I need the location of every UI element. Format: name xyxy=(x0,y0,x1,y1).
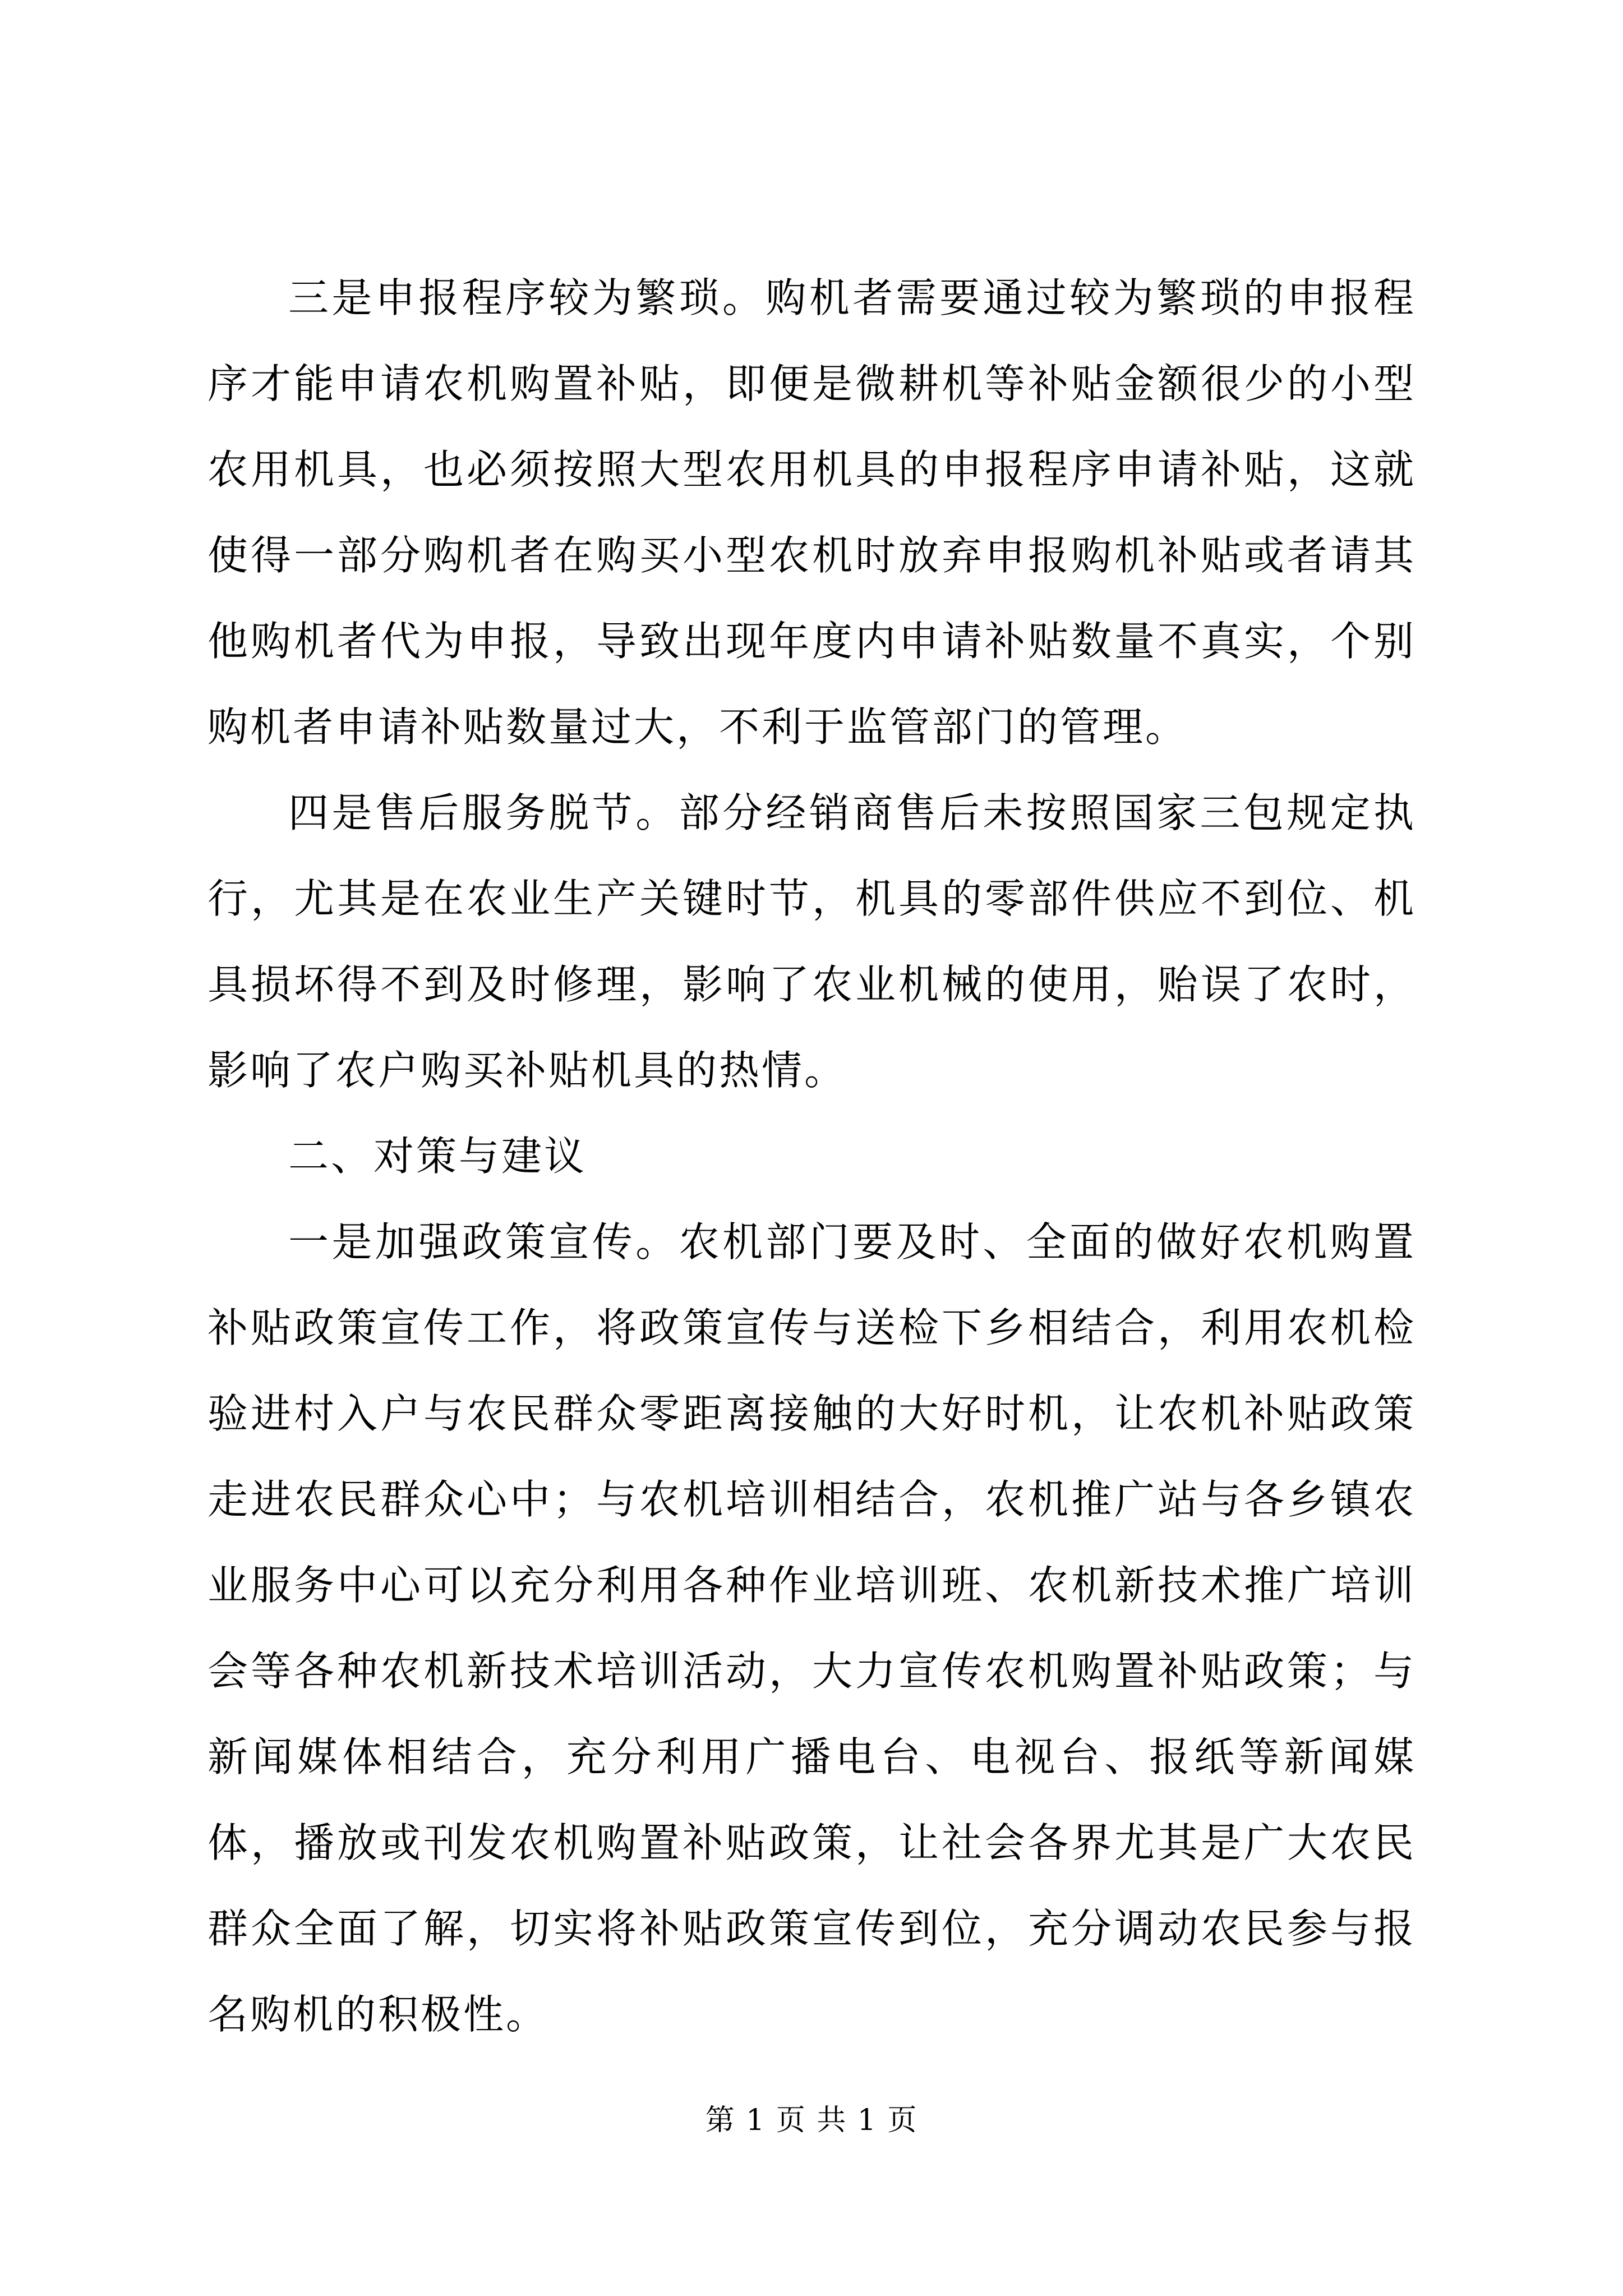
section-heading-countermeasures: 二、对策与建议 xyxy=(288,1133,587,1180)
page-footer: 第 1 页 共 1 页 xyxy=(705,2104,918,2137)
paragraph-reporting-procedure: 三是申报程序较为繁琐。购机者需要通过较为繁琐的申报程序才能申请农机购置补贴，即便是微耕机等补贴金额很少的小型农用机具，也必须按照大型农用机具的申报程序申请补贴，这就使得一部分购机者在购买小型农机时放弃申报购机补贴或者请其他购机者代为申报，导致出现年度内申请补贴数量不真实，个别购机者申请补贴数量过大，不利于监管部门的管理。 xyxy=(208,274,1416,751)
paragraph-after-sales-service: 四是售后服务脱节。部分经销商售后未按照国家三包规定执行，尤其是在农业生产关键时节，机具的零部件供应不到位、机具损坏得不到及时修理，影响了农业机械的使用，贻误了农时，影响了农户购买补贴机具的热情。 xyxy=(208,789,1416,1094)
document-body xyxy=(208,255,1416,2058)
paragraph-policy-promotion: 一是加强政策宣传。农机部门要及时、全面的做好农机购置补贴政策宣传工作，将政策宣传与送检下乡相结合，利用农机检验进村入户与农民群众零距离接触的大好时机，让农机补贴政策走进农民群众心中；与农机培训相结合，农机推广站与各乡镇农业服务中心可以充分利用各种作业培训班、农机新技术推广培训会等各种农机新技术培训活动，大力宣传农机购置补贴政策；与新闻媒体相结合，充分利用广播电台、电视台、报纸等新闻媒体，播放或刊发农机购置补贴政策，让社会各界尤其是广大农民群众全面了解，切实将补贴政策宣传到位，充分调动农民参与报名购机的积极性。 xyxy=(208,1218,1416,2038)
